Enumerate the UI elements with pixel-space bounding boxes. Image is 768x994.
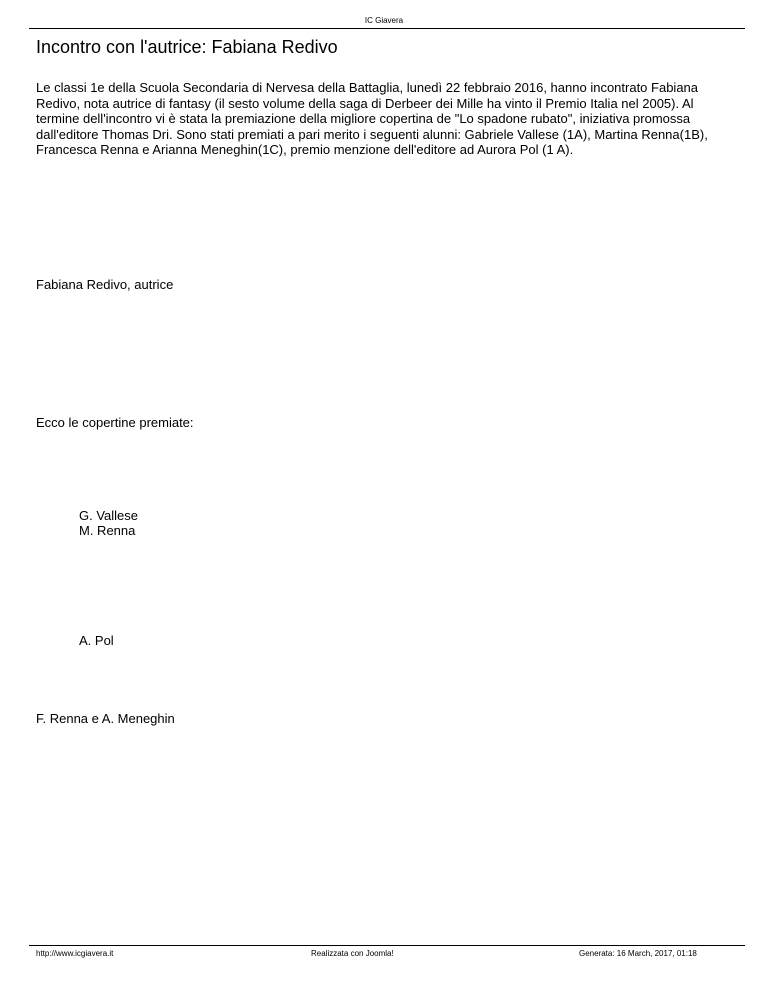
author-photo-caption: Fabiana Redivo, autrice: [36, 277, 174, 292]
footer-generated-timestamp: Generata: 16 March, 2017, 01:18: [579, 949, 697, 958]
footer-made-with: Realizzata con Joomla!: [311, 949, 394, 958]
awarded-covers-label: Ecco le copertine premiate:: [36, 415, 194, 430]
article-intro-paragraph: Le classi 1e della Scuola Secondaria di Nervesa della Battaglia, lunedì 22 febbraio 2016, hanno incontrato Fabiana Redivo, nota autrice di fantasy (il sesto volume della saga di Derbeer dei Mille ha vinto il Premio Italia nel 2005). Al termine dell'incontro vi è stata la premiazione della migliore copertina de "Lo spadone rubato", iniziativa promossa dall'editore Thomas Dri. Sono stati premiati a pari merito i seguenti alunni: Gabriele Vallese (1A), Martina Renna(1B), Francesca Renna e Arianna Meneghin(1C), premio menzione dell'editore ad Aurora Pol (1 A).: [36, 80, 708, 157]
cover-caption-vallese: G. Vallese: [79, 508, 139, 523]
cover-caption-renna: M. Renna: [79, 523, 136, 538]
header-divider: [29, 28, 745, 29]
site-name-header: IC Giavera: [364, 16, 404, 25]
cover-caption-renna-meneghin: F. Renna e A. Meneghin: [36, 711, 175, 726]
article-title: Incontro con l'autrice: Fabiana Redivo: [36, 37, 338, 57]
cover-caption-pol: A. Pol: [79, 633, 114, 648]
footer-site-url[interactable]: http://www.icgiavera.it: [36, 949, 114, 958]
footer-divider: [29, 945, 745, 946]
